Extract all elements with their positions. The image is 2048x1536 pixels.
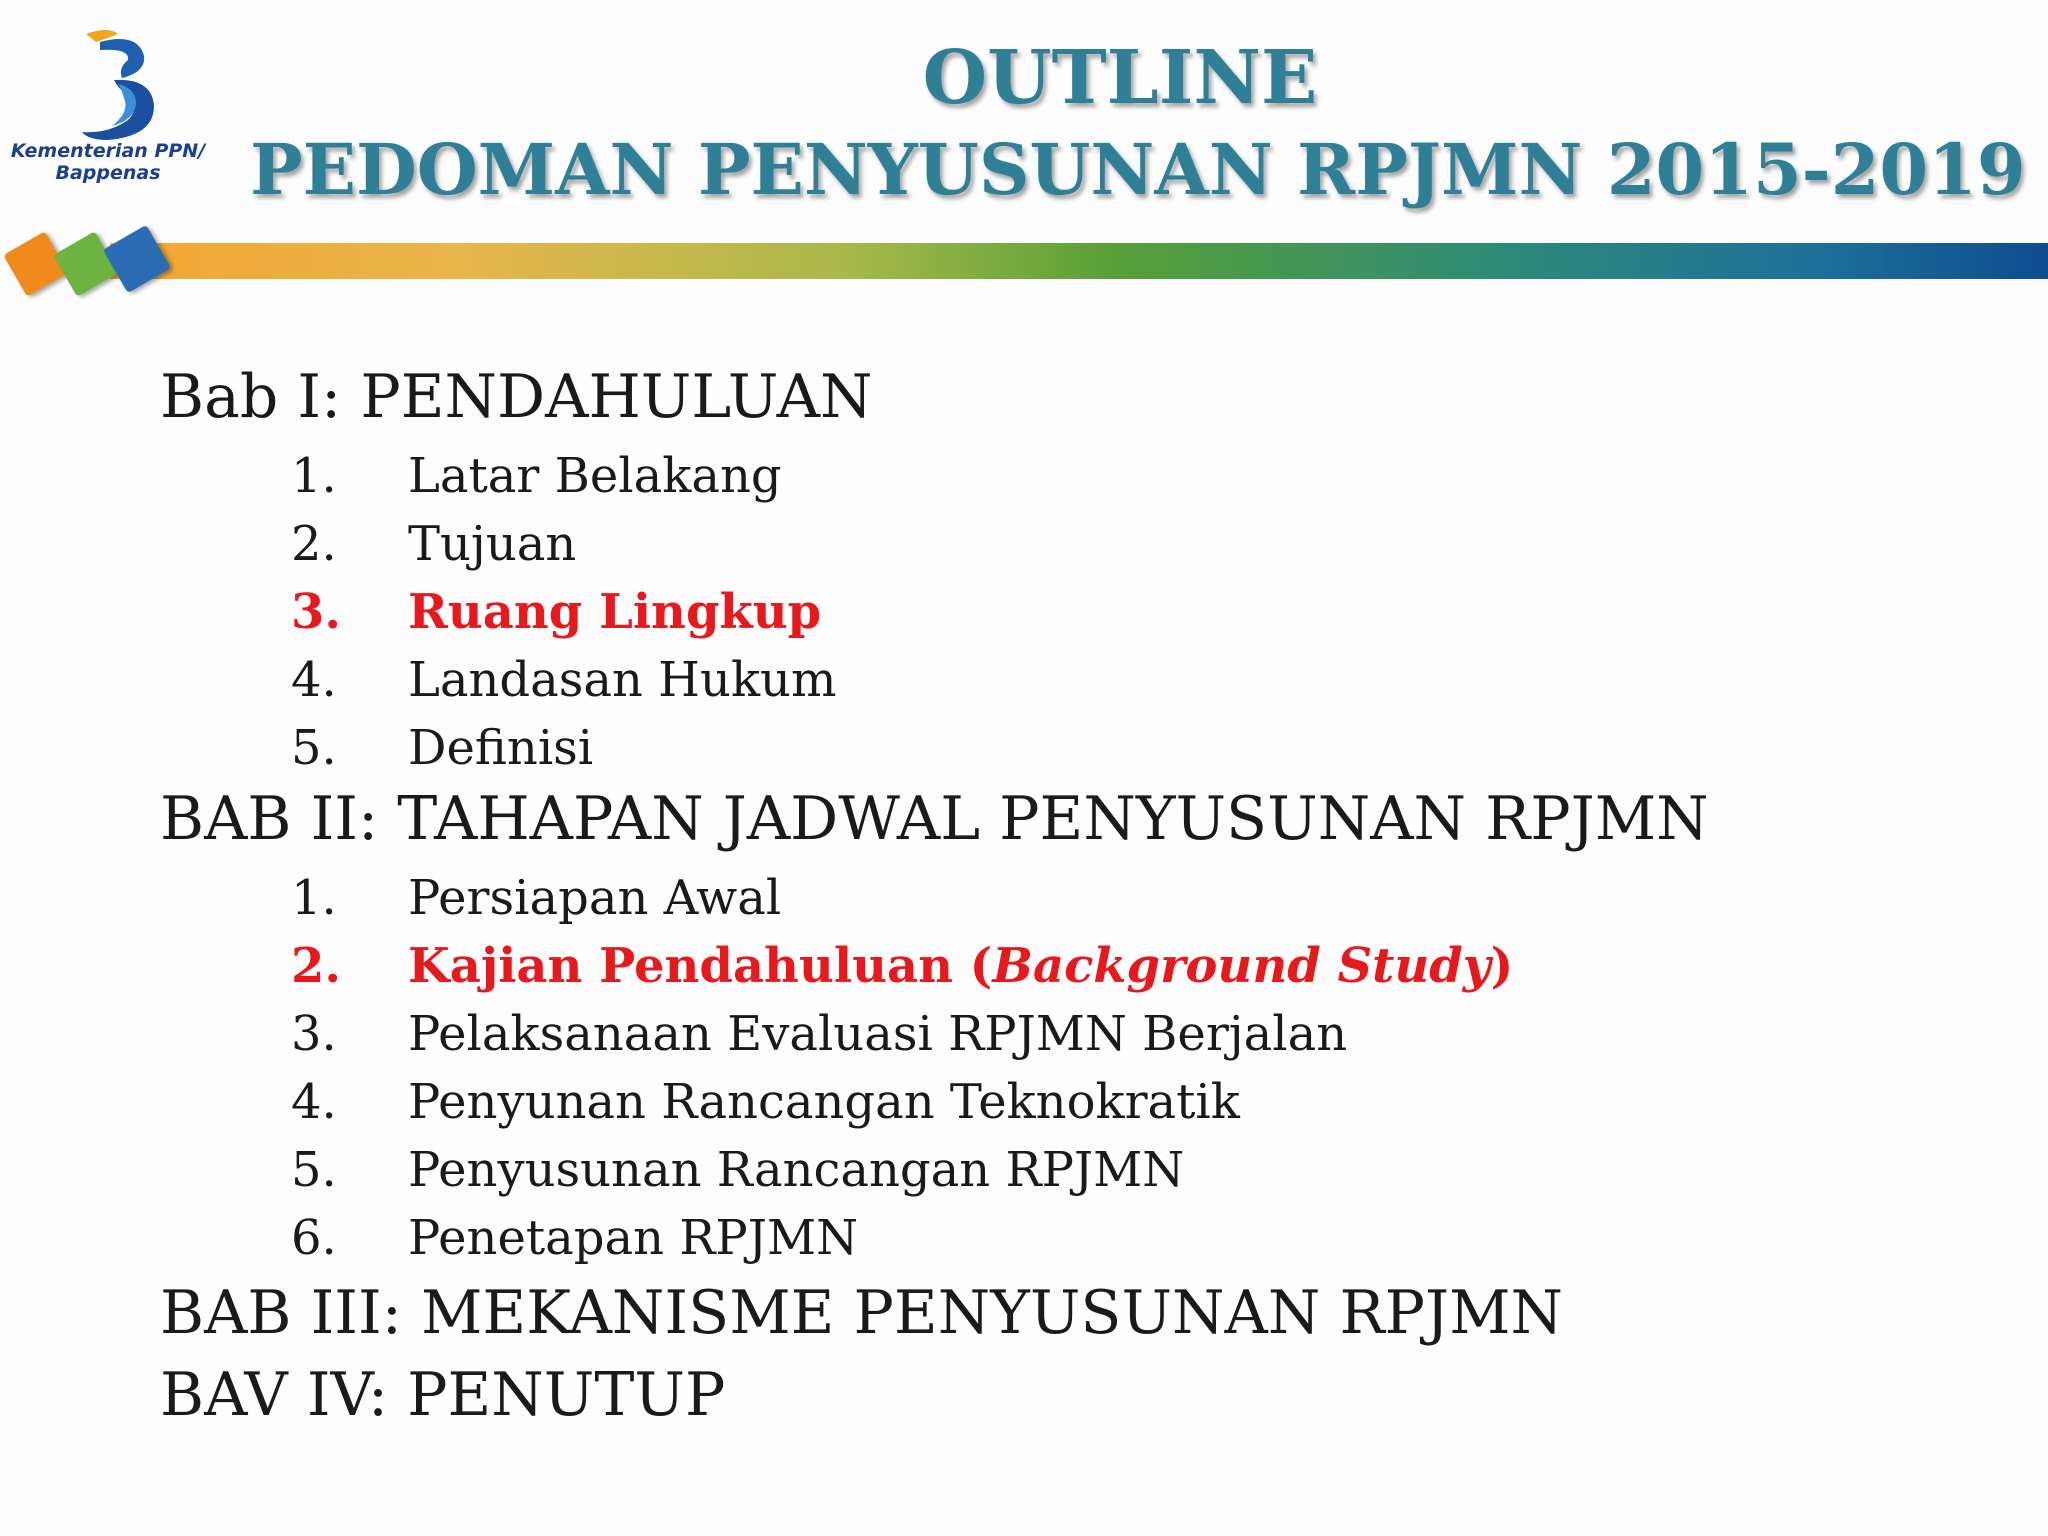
logo-text [8,140,208,184]
item-label: Penyusunan Rancangan RPJMN [408,1142,1185,1198]
item-label: Tujuan [408,516,577,572]
item-number: 3. [291,584,342,640]
logo-text-line2: Bappenas [55,162,161,184]
item-label: Penyunan Rancangan Teknokratik [408,1074,1240,1130]
list-item [160,646,1960,714]
item-number: 4. [291,1074,337,1130]
chapter-bab-2: BAB II: TAHAPAN JADWAL PENYUSUNAN RPJMN [160,784,1709,854]
list-item [160,510,1960,578]
list-item [160,1136,1960,1204]
item-label: Pelaksanaan Evaluasi RPJMN Berjalan [408,1006,1348,1062]
item-label: Landasan Hukum [408,652,837,708]
item-number: 5. [291,1142,337,1198]
item-number: 3. [291,1006,337,1062]
decorative-squares-icon [0,220,190,320]
item-number: 6. [291,1210,337,1266]
chapter-bab-1: Bab I: PENDAHULUAN [160,362,873,432]
item-number: 1. [291,448,337,504]
item-number: 5. [291,720,337,776]
item-label-prefix: Kajian Pendahuluan ( [408,938,993,994]
item-label: Definisi [408,720,594,776]
item-label: Ruang Lingkup [408,584,822,640]
item-label: Penetapan RPJMN [408,1210,859,1266]
item-number: 1. [291,870,337,926]
item-label [408,932,1513,1000]
item-label-suffix: ) [1490,938,1514,994]
list-item [160,1068,1960,1136]
slide-title-line2: PEDOMAN PENYUSUNAN RPJMN 2015-2019 [250,128,2026,211]
slide-title-line1: OUTLINE [922,35,1318,121]
list-item [160,1204,1960,1272]
gradient-divider-band [110,243,2048,279]
item-number: 2. [291,938,342,994]
item-number: 2. [291,516,337,572]
list-item [160,714,1960,782]
list-item-highlighted [160,578,1960,646]
bappenas-logo [8,28,208,198]
list-item [160,864,1960,932]
list-item-highlighted [160,932,1960,1000]
logo-text-line1: Kementerian PPN/ [10,140,206,162]
item-label: Persiapan Awal [408,870,782,926]
list-item [160,1000,1960,1068]
item-label: Latar Belakang [408,448,782,504]
bappenas-emblem-icon [78,28,158,143]
chapter-bab-3: BAB III: MEKANISME PENYUSUNAN RPJMN [160,1278,1563,1348]
outline-list [160,360,1960,1440]
item-number: 4. [291,652,337,708]
chapter-bab-4: BAV IV: PENUTUP [160,1360,726,1430]
item-label-emphasis: Background Study [992,938,1491,994]
list-item [160,442,1960,510]
